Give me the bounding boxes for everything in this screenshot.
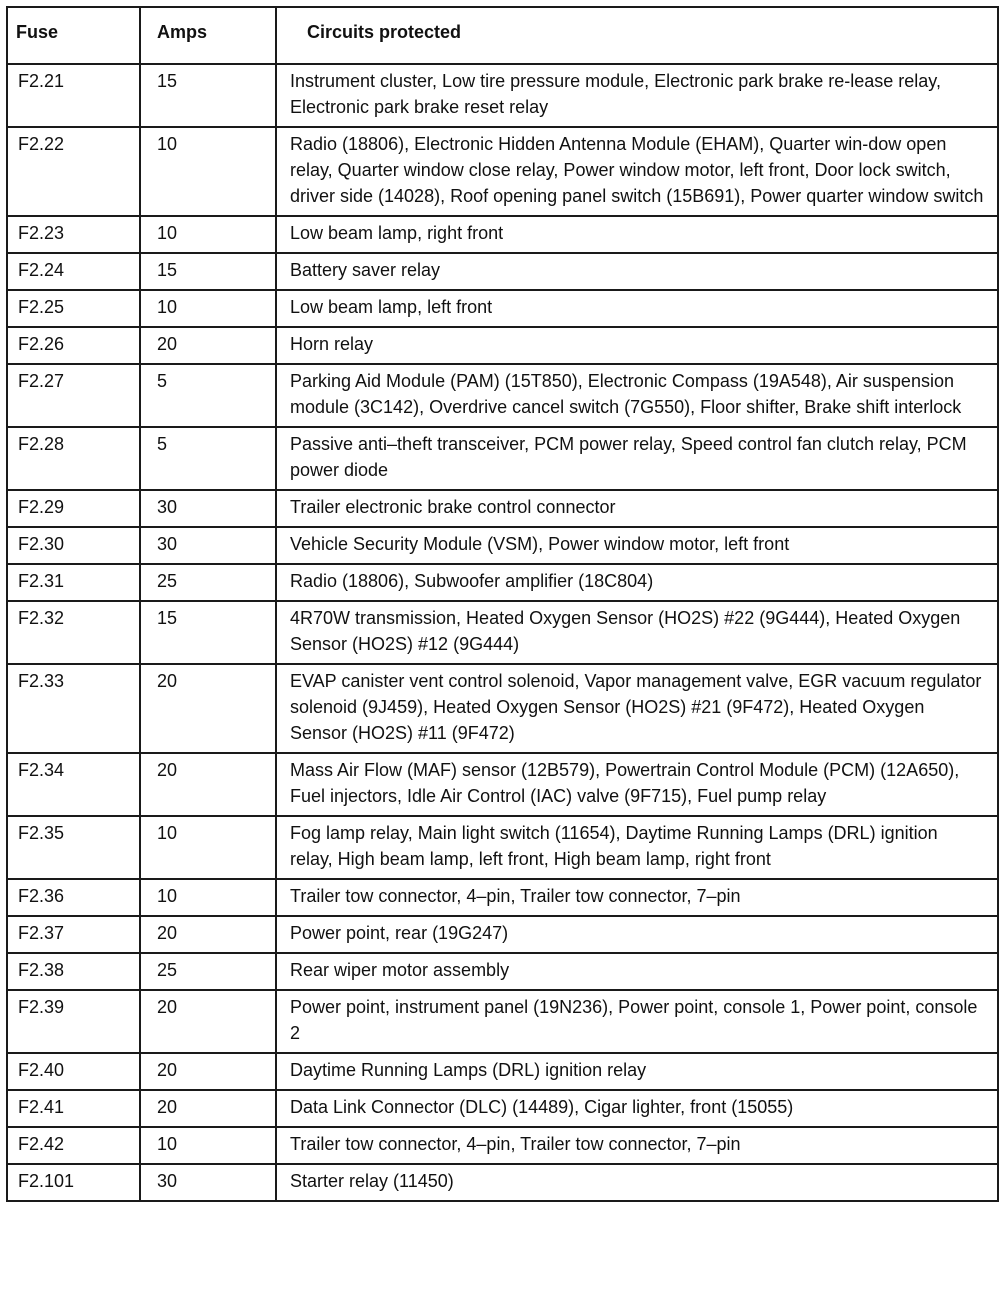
amps-cell: 10 xyxy=(140,879,276,916)
amps-cell: 20 xyxy=(140,664,276,753)
circuits-cell: EVAP canister vent control solenoid, Vapor management valve, EGR vacuum regulator solenoid (9J459), Heated Oxygen Sensor (HO2S) #21 (9F472), Heated Oxygen Sensor (HO2S) #11 (9F472) xyxy=(276,664,998,753)
amps-cell: 20 xyxy=(140,327,276,364)
amps-cell: 30 xyxy=(140,1164,276,1201)
circuits-cell: Power point, rear (19G247) xyxy=(276,916,998,953)
table-row xyxy=(7,364,998,427)
table-row xyxy=(7,527,998,564)
amps-cell: 15 xyxy=(140,601,276,664)
fuse-table-body xyxy=(7,64,998,1201)
fuse-cell: F2.21 xyxy=(7,64,140,127)
table-row xyxy=(7,816,998,879)
amps-cell: 20 xyxy=(140,1090,276,1127)
amps-cell: 20 xyxy=(140,753,276,816)
circuits-cell: Low beam lamp, right front xyxy=(276,216,998,253)
fuse-cell: F2.101 xyxy=(7,1164,140,1201)
table-row xyxy=(7,216,998,253)
circuits-cell: Passive anti–theft transceiver, PCM power relay, Speed control fan clutch relay, PCM power diode xyxy=(276,427,998,490)
circuits-cell: Vehicle Security Module (VSM), Power window motor, left front xyxy=(276,527,998,564)
fuse-cell: F2.22 xyxy=(7,127,140,216)
amps-cell: 15 xyxy=(140,64,276,127)
circuits-cell: Horn relay xyxy=(276,327,998,364)
amps-cell: 10 xyxy=(140,816,276,879)
fuse-cell: F2.25 xyxy=(7,290,140,327)
table-row xyxy=(7,1127,998,1164)
amps-cell: 25 xyxy=(140,564,276,601)
table-row xyxy=(7,327,998,364)
table-row xyxy=(7,753,998,816)
fuse-cell: F2.40 xyxy=(7,1053,140,1090)
circuits-cell: Starter relay (11450) xyxy=(276,1164,998,1201)
amps-cell: 10 xyxy=(140,1127,276,1164)
circuits-cell: Rear wiper motor assembly xyxy=(276,953,998,990)
header-fuse: Fuse xyxy=(7,7,140,64)
table-row xyxy=(7,64,998,127)
circuits-cell: Trailer tow connector, 4–pin, Trailer tow connector, 7–pin xyxy=(276,879,998,916)
table-row xyxy=(7,1164,998,1201)
fuse-cell: F2.42 xyxy=(7,1127,140,1164)
fuse-cell: F2.41 xyxy=(7,1090,140,1127)
table-row xyxy=(7,1090,998,1127)
table-row xyxy=(7,916,998,953)
fuse-cell: F2.34 xyxy=(7,753,140,816)
fuse-cell: F2.32 xyxy=(7,601,140,664)
fuse-cell: F2.37 xyxy=(7,916,140,953)
fuse-cell: F2.35 xyxy=(7,816,140,879)
table-row xyxy=(7,564,998,601)
fuse-cell: F2.38 xyxy=(7,953,140,990)
fuse-cell: F2.26 xyxy=(7,327,140,364)
circuits-cell: Parking Aid Module (PAM) (15T850), Electronic Compass (19A548), Air suspension module (3C142), Overdrive cancel switch (7G550), Floor shifter, Brake shift interlock xyxy=(276,364,998,427)
table-row xyxy=(7,990,998,1053)
circuits-cell: Data Link Connector (DLC) (14489), Cigar lighter, front (15055) xyxy=(276,1090,998,1127)
header-amps: Amps xyxy=(140,7,276,64)
fuse-cell: F2.27 xyxy=(7,364,140,427)
table-row xyxy=(7,879,998,916)
circuits-cell: Fog lamp relay, Main light switch (11654), Daytime Running Lamps (DRL) ignition relay, High beam lamp, left front, High beam lamp, right front xyxy=(276,816,998,879)
table-row xyxy=(7,601,998,664)
amps-cell: 15 xyxy=(140,253,276,290)
table-row xyxy=(7,427,998,490)
table-row xyxy=(7,127,998,216)
table-row xyxy=(7,1053,998,1090)
circuits-cell: Daytime Running Lamps (DRL) ignition relay xyxy=(276,1053,998,1090)
fuse-cell: F2.30 xyxy=(7,527,140,564)
amps-cell: 30 xyxy=(140,527,276,564)
amps-cell: 5 xyxy=(140,427,276,490)
table-row xyxy=(7,253,998,290)
header-row xyxy=(7,7,998,64)
table-row xyxy=(7,290,998,327)
amps-cell: 25 xyxy=(140,953,276,990)
fuse-cell: F2.28 xyxy=(7,427,140,490)
amps-cell: 10 xyxy=(140,127,276,216)
circuits-cell: Low beam lamp, left front xyxy=(276,290,998,327)
header-circuits-protected: Circuits protected xyxy=(276,7,998,64)
circuits-cell: Battery saver relay xyxy=(276,253,998,290)
table-row xyxy=(7,953,998,990)
circuits-cell: Mass Air Flow (MAF) sensor (12B579), Powertrain Control Module (PCM) (12A650), Fuel injectors, Idle Air Control (IAC) valve (9F715), Fuel pump relay xyxy=(276,753,998,816)
fuse-cell: F2.23 xyxy=(7,216,140,253)
table-row xyxy=(7,664,998,753)
fuse-cell: F2.29 xyxy=(7,490,140,527)
amps-cell: 30 xyxy=(140,490,276,527)
amps-cell: 20 xyxy=(140,990,276,1053)
circuits-cell: Power point, instrument panel (19N236), Power point, console 1, Power point, console 2 xyxy=(276,990,998,1053)
circuits-cell: Radio (18806), Electronic Hidden Antenna Module (EHAM), Quarter win-dow open relay, Quarter window close relay, Power window motor, left front, Door lock switch, driver side (14028), Roof opening panel switch (15B691), Power quarter window switch xyxy=(276,127,998,216)
circuits-cell: Trailer tow connector, 4–pin, Trailer tow connector, 7–pin xyxy=(276,1127,998,1164)
fuse-cell: F2.31 xyxy=(7,564,140,601)
amps-cell: 10 xyxy=(140,216,276,253)
circuits-cell: Trailer electronic brake control connector xyxy=(276,490,998,527)
fuse-cell: F2.39 xyxy=(7,990,140,1053)
amps-cell: 10 xyxy=(140,290,276,327)
fuse-table xyxy=(6,6,999,1202)
table-row xyxy=(7,490,998,527)
fuse-cell: F2.33 xyxy=(7,664,140,753)
amps-cell: 5 xyxy=(140,364,276,427)
amps-cell: 20 xyxy=(140,916,276,953)
fuse-cell: F2.24 xyxy=(7,253,140,290)
amps-cell: 20 xyxy=(140,1053,276,1090)
circuits-cell: Instrument cluster, Low tire pressure module, Electronic park brake re-lease relay, Electronic park brake reset relay xyxy=(276,64,998,127)
circuits-cell: 4R70W transmission, Heated Oxygen Sensor (HO2S) #22 (9G444), Heated Oxygen Sensor (HO2S) #12 (9G444) xyxy=(276,601,998,664)
circuits-cell: Radio (18806), Subwoofer amplifier (18C804) xyxy=(276,564,998,601)
fuse-cell: F2.36 xyxy=(7,879,140,916)
